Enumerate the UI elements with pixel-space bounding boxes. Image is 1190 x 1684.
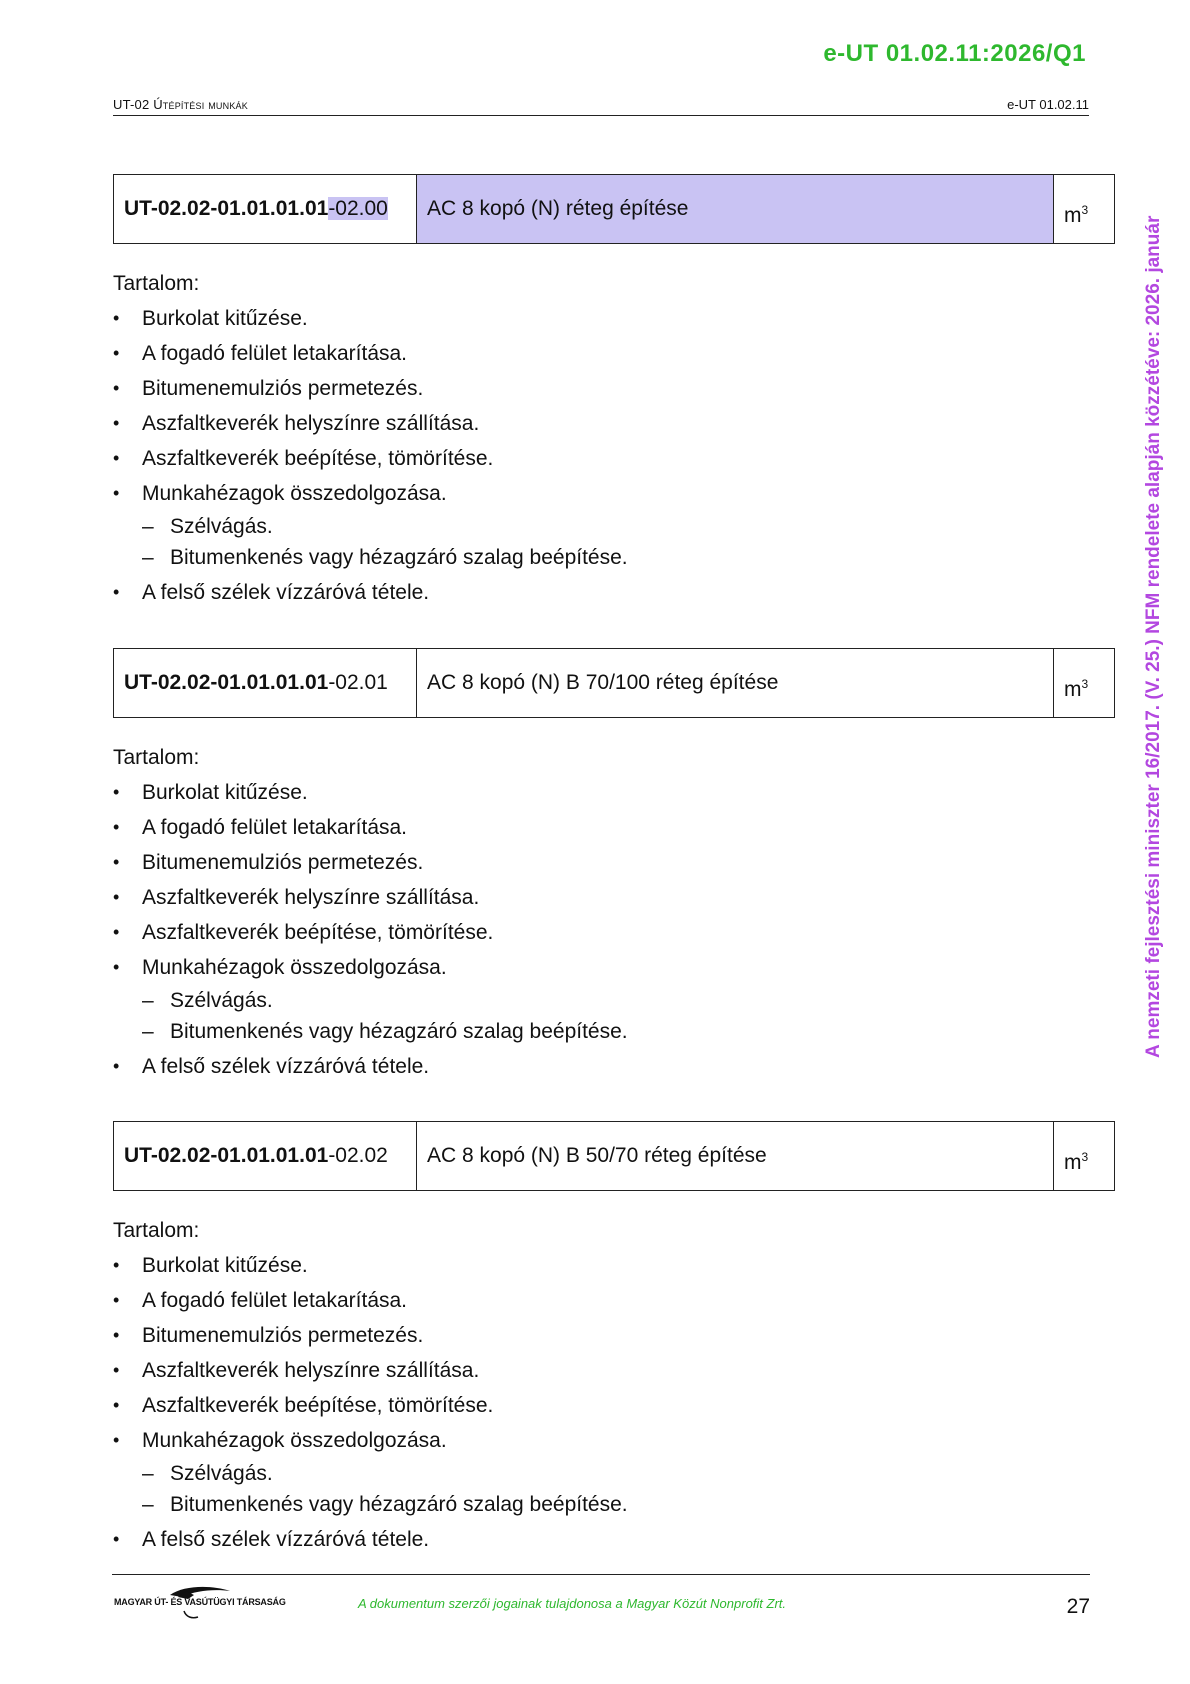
list-item: • A fogadó felület letakarítása.: [113, 336, 1115, 371]
list-item: • Aszfaltkeverék helyszínre szállítása.: [113, 880, 1115, 915]
item-code-suffix: -02.02: [328, 1144, 388, 1167]
content-title: Tartalom:: [113, 272, 200, 295]
item-code-main: UT-02.02-01.01.01.01: [124, 197, 329, 220]
item-section-1: [113, 174, 1115, 610]
bullet-icon: •: [113, 1430, 120, 1450]
bullet-icon: •: [113, 448, 120, 468]
item-section-2: [113, 648, 1115, 1084]
bullet-icon: •: [113, 582, 120, 602]
running-header: [113, 93, 1089, 116]
list-item: • Munkahézagok összedolgozása.: [113, 476, 1115, 511]
sub-list-item: – Bitumenkenés vagy hézagzáró szalag beépítése.: [113, 1016, 1115, 1047]
list-item: • Burkolat kitűzése.: [113, 775, 1115, 810]
list-item: • Bitumenemulziós permetezés.: [113, 845, 1115, 880]
side-publication-note: A nemzeti fejlesztési miniszter 16/2017. (V. 25.) NFM rendelete alapján közzétéve: 2026. január: [1143, 215, 1164, 1058]
item-section-3: [113, 1121, 1115, 1557]
content-list: [113, 301, 1115, 610]
content-block: [113, 266, 1115, 610]
sub-list-item: – Szélvágás.: [113, 1458, 1115, 1489]
unit-exponent: 3: [1081, 202, 1089, 217]
bullet-icon: •: [113, 1325, 120, 1345]
bullet-icon: •: [113, 922, 120, 942]
content-block: [113, 740, 1115, 1084]
list-item: • Aszfaltkeverék beépítése, tömörítése.: [113, 441, 1115, 476]
list-item: • Munkahézagok összedolgozása.: [113, 1423, 1115, 1458]
item-unit: [1054, 649, 1115, 718]
bullet-icon: •: [113, 1360, 120, 1380]
list-item: • Burkolat kitűzése.: [113, 301, 1115, 336]
list-item: • Bitumenemulziós permetezés.: [113, 371, 1115, 406]
item-code-table: [113, 648, 1115, 718]
dash-icon: –: [142, 1020, 154, 1043]
bullet-icon: •: [113, 957, 120, 977]
document-stamp: e-UT 01.02.11:2026/Q1: [823, 40, 1086, 67]
item-unit: [1054, 1122, 1115, 1191]
list-item: • Munkahézagok összedolgozása.: [113, 950, 1115, 985]
content-block: [113, 1213, 1115, 1557]
bullet-icon: •: [113, 1290, 120, 1310]
list-item: • Aszfaltkeverék beépítése, tömörítése.: [113, 1388, 1115, 1423]
list-item: • Burkolat kitűzése.: [113, 1248, 1115, 1283]
item-unit: [1054, 175, 1115, 244]
header-doc-id: e-UT 01.02.11: [1007, 97, 1089, 112]
list-item: • Aszfaltkeverék helyszínre szállítása.: [113, 406, 1115, 441]
bullet-icon: •: [113, 1395, 120, 1415]
header-chapter: UT-02 Útépítési munkák: [113, 97, 248, 112]
sub-list-item: – Szélvágás.: [113, 511, 1115, 542]
item-code-main: UT-02.02-01.01.01.01: [124, 1144, 329, 1167]
item-description: AC 8 kopó (N) B 50/70 réteg építése: [417, 1122, 1054, 1191]
dash-icon: –: [142, 515, 154, 538]
unit-exponent: 3: [1081, 676, 1089, 691]
bullet-icon: •: [113, 782, 120, 802]
logo-text: MAGYAR ÚT- ÉS VASÚTÜGYI TÁRSASÁG: [114, 1597, 286, 1607]
bullet-icon: •: [113, 378, 120, 398]
page-number: 27: [1066, 1595, 1090, 1618]
bullet-icon: •: [113, 483, 120, 503]
unit-base: m: [1064, 677, 1082, 701]
item-code-cell: [114, 649, 417, 718]
dash-icon: –: [142, 546, 154, 569]
list-item: • A fogadó felület letakarítása.: [113, 1283, 1115, 1318]
sub-list-item: – Bitumenkenés vagy hézagzáró szalag beépítése.: [113, 542, 1115, 573]
item-description: AC 8 kopó (N) réteg építése: [417, 175, 1054, 244]
content-title: Tartalom:: [113, 1219, 200, 1242]
list-item: • A felső szélek vízzáróvá tétele.: [113, 575, 1115, 610]
item-code-suffix: -02.01: [328, 671, 388, 694]
content-list: [113, 775, 1115, 1084]
list-item: • A felső szélek vízzáróvá tétele.: [113, 1049, 1115, 1084]
item-code-main: UT-02.02-01.01.01.01: [124, 671, 329, 694]
item-code-table: [113, 174, 1115, 244]
content-title: Tartalom:: [113, 746, 200, 769]
item-code-suffix: -02.00: [328, 197, 388, 220]
sub-list-item: – Bitumenkenés vagy hézagzáró szalag beépítése.: [113, 1489, 1115, 1520]
dash-icon: –: [142, 1462, 154, 1485]
bullet-icon: •: [113, 1529, 120, 1549]
unit-exponent: 3: [1081, 1149, 1089, 1164]
bullet-icon: •: [113, 1255, 120, 1275]
item-description: AC 8 kopó (N) B 70/100 réteg építése: [417, 649, 1054, 718]
dash-icon: –: [142, 1493, 154, 1516]
unit-base: m: [1064, 1150, 1082, 1174]
content-list: [113, 1248, 1115, 1557]
bullet-icon: •: [113, 413, 120, 433]
list-item: • Aszfaltkeverék helyszínre szállítása.: [113, 1353, 1115, 1388]
dash-icon: –: [142, 989, 154, 1012]
bullet-icon: •: [113, 1056, 120, 1076]
item-code-cell: [114, 175, 417, 244]
item-code-cell: [114, 1122, 417, 1191]
list-item: • Bitumenemulziós permetezés.: [113, 1318, 1115, 1353]
list-item: • Aszfaltkeverék beépítése, tömörítése.: [113, 915, 1115, 950]
list-item: • A felső szélek vízzáróvá tétele.: [113, 1522, 1115, 1557]
sub-list-item: – Szélvágás.: [113, 985, 1115, 1016]
bullet-icon: •: [113, 817, 120, 837]
unit-base: m: [1064, 203, 1082, 227]
bullet-icon: •: [113, 852, 120, 872]
page-footer: [112, 1574, 1090, 1635]
bullet-icon: •: [113, 308, 120, 328]
bullet-icon: •: [113, 343, 120, 363]
copyright-notice: A dokumentum szerzői jogainak tulajdonosa a Magyar Közút Nonprofit Zrt.: [358, 1596, 787, 1611]
item-code-table: [113, 1121, 1115, 1191]
bullet-icon: •: [113, 887, 120, 907]
list-item: • A fogadó felület letakarítása.: [113, 810, 1115, 845]
